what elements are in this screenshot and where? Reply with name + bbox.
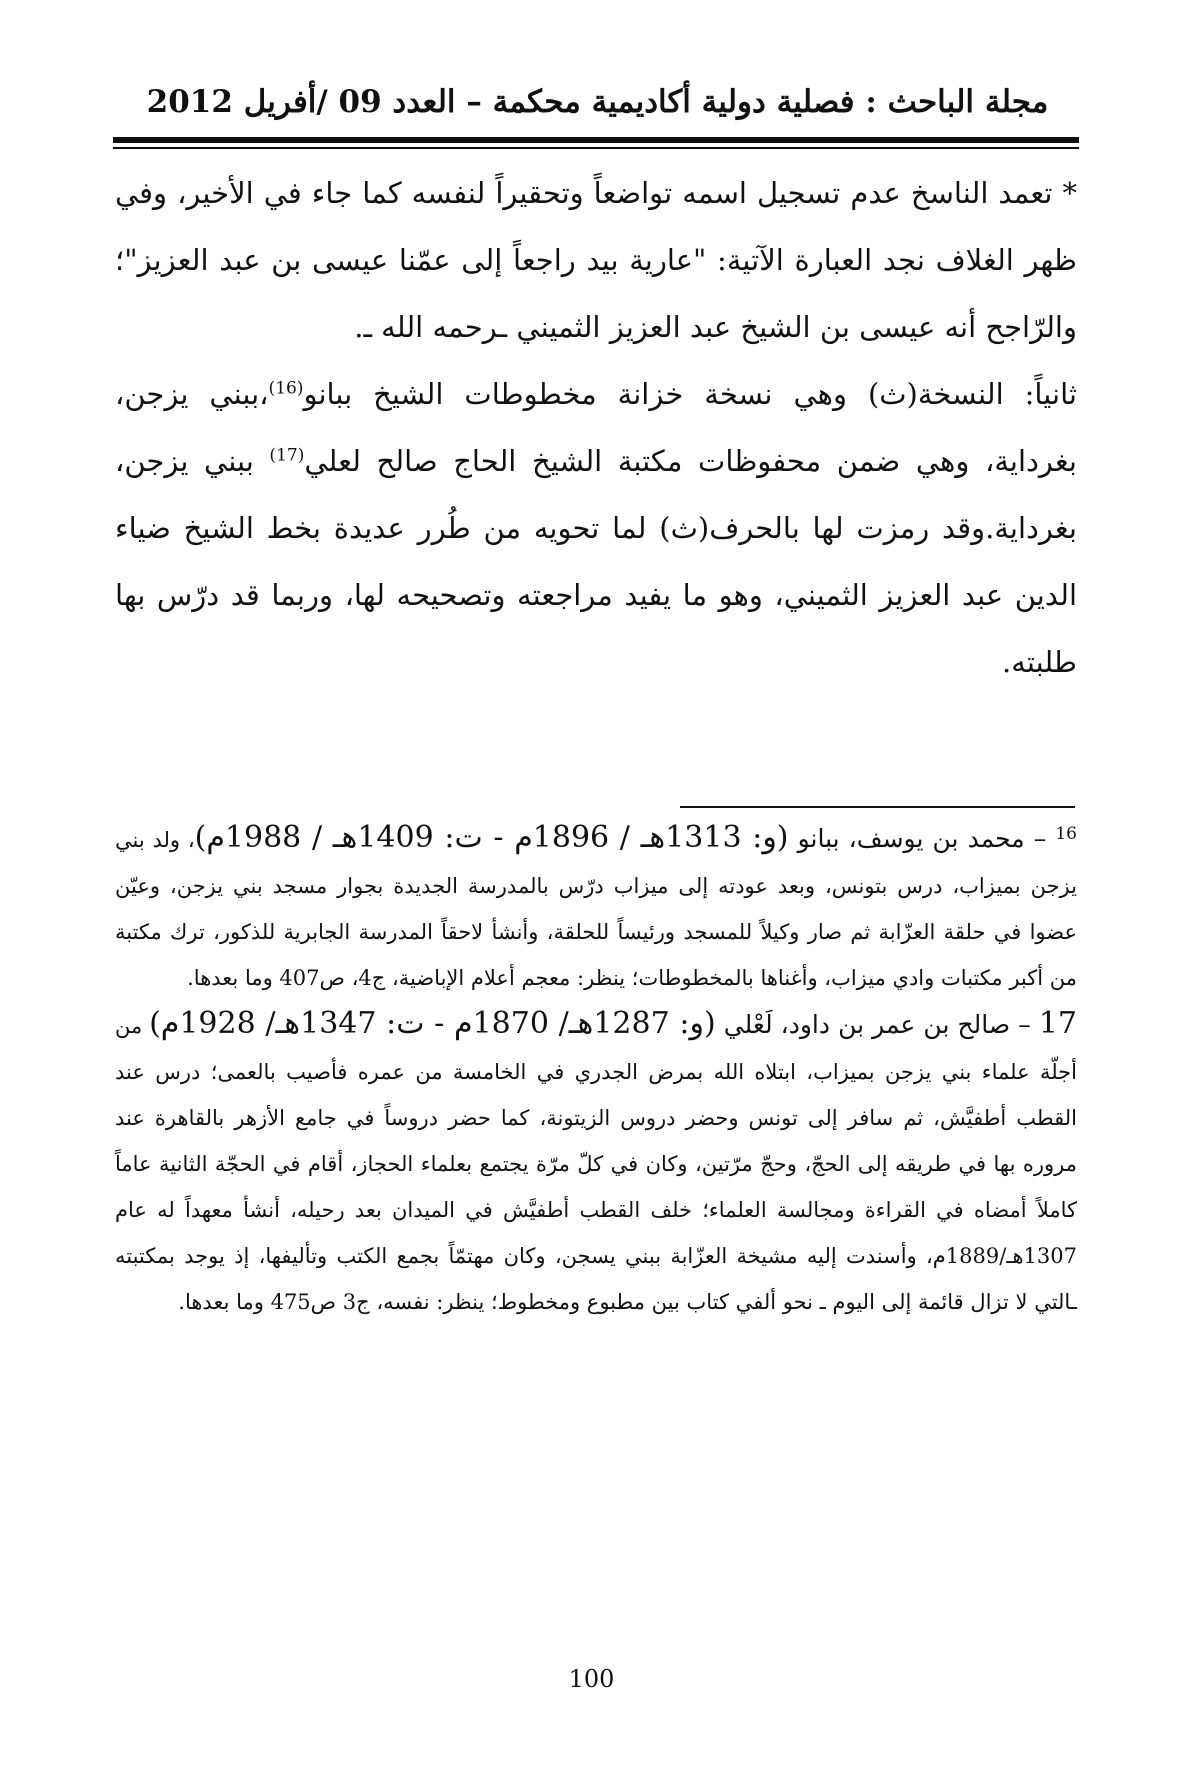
footnote-17-head: – صالح بن عمر بن داود، لَعْلي (715, 1010, 1039, 1039)
footnote-17-dates: (و: 1287هـ/ 1870م - ت: 1347هـ/ 1928م) (149, 1006, 716, 1041)
footnote-16-text: ، ولد بني يزجن بميزاب، درس بتونس، وبعد عودته إلى ميزاب درّس بالمدرسة الجديدة بجوار مسجد بني يزجن، وعيّن عضوا في حلقة العزّابة ثم صار وكيلاً للمسجد ورئيساً للحلقة، وأنشأ لاحقاً المدرسة الجابرية للذكور، ترك مكتبة من أكبر مكتبات وادي ميزاب، وأغناها بالمخطوطات؛ ينظر: معجم أعلام الإباضية، ج4، ص407 وما بعدها. (115, 828, 1077, 990)
running-header (120, 78, 1075, 126)
body-paragraph-2-part-c: ببني يزجن، بغرداية.وقد رمزت لها بالحرف(ث) لما تحويه من طُرر عديدة بخط الشيخ ضياء الدين عبد العزيز الثميني، وهو ما يفيد مراجعته وتصحيحه لها، وربما قد درّس بها طلبته. (115, 444, 1077, 679)
footnote-16-head: – محمد بن يوسف، ببانو (788, 824, 1056, 853)
body-paragraph-2-part-b: ،ببني يزجن، بغرداية، وهي ضمن محفوظات مكتبة الشيخ الحاج صالح لعلي (115, 377, 1077, 478)
body-paragraph-2 (115, 361, 1077, 696)
footnote-separator (680, 806, 1075, 808)
main-body (115, 160, 1077, 696)
footnote-17-number: 17 (1038, 1006, 1077, 1041)
footnotes (115, 815, 1077, 1325)
page-number: 100 (568, 1665, 615, 1693)
footnote-ref-16[interactable]: (16) (268, 378, 304, 399)
footnote-17 (115, 1001, 1077, 1325)
body-paragraph-2-part-a: ثانياً: النسخة(ث) وهي نسخة خزانة مخطوطات الشيخ ببانو (303, 377, 1077, 411)
header-rule-thick (113, 137, 1079, 143)
footnote-ref-17[interactable]: (17) (269, 445, 305, 466)
footnote-17-text: من أجلّة علماء بني يزجن بميزاب، ابتلاه الله بمرض الجدري في الخامسة من عمره فأصيب بالعمى؛ درس عند القطب أطفيَّش، ثم سافر إلى تونس وحضر دروس الزيتونة، كما حضر دروساً في جامع الأزهر بالقاهرة عند مروره بها في طريقه إلى الحجّ، وحجّ مرّتين، وكان في كلّ مرّة يجتمع بعلماء الحجاز، أقام في الحجّة الثانية عاماً كاملاً أمضاه في القراءة ومجالسة العلماء؛ خلف القطب أطفيَّش في الميدان بعد رحيله، أنشأ معهداً له عام 1307هـ/1889م، وأسندت إليه مشيخة العزّابة ببني يسجن، وكان مهتمّاً بجمع الكتب وتأليفها، إذ يوجد بمكتبته ـالتي لا تزال قائمة إلى اليوم ـ نحو ألفي كتاب بين مطبوع ومخطوط؛ ينظر: نفسه، ج3 ص475 وما بعدها. (115, 1014, 1077, 1314)
footnote-16 (115, 815, 1077, 1001)
footnote-16-number: 16 (1055, 824, 1077, 844)
body-paragraph-1: * تعمد الناسخ عدم تسجيل اسمه تواضعاً وتحقيراً لنفسه كما جاء في الأخير، وفي ظهر الغلاف نجد العبارة الآتية: "عارية بيد راجعاً إلى عمّنا عيسى بن عبد العزيز"؛ والرّاجح أنه عيسى بن الشيخ عبد العزيز الثميني ـرحمه الله ـ. (115, 176, 1077, 344)
journal-title: مجلة الباحث : فصلية دولية أكاديمية محكمة – العدد 09 /أفريل 2012 (146, 84, 1049, 120)
header-rule-thin (113, 147, 1079, 149)
footnote-16-dates: (و: 1313هـ / 1896م - ت: 1409هـ / 1988م) (194, 820, 789, 855)
